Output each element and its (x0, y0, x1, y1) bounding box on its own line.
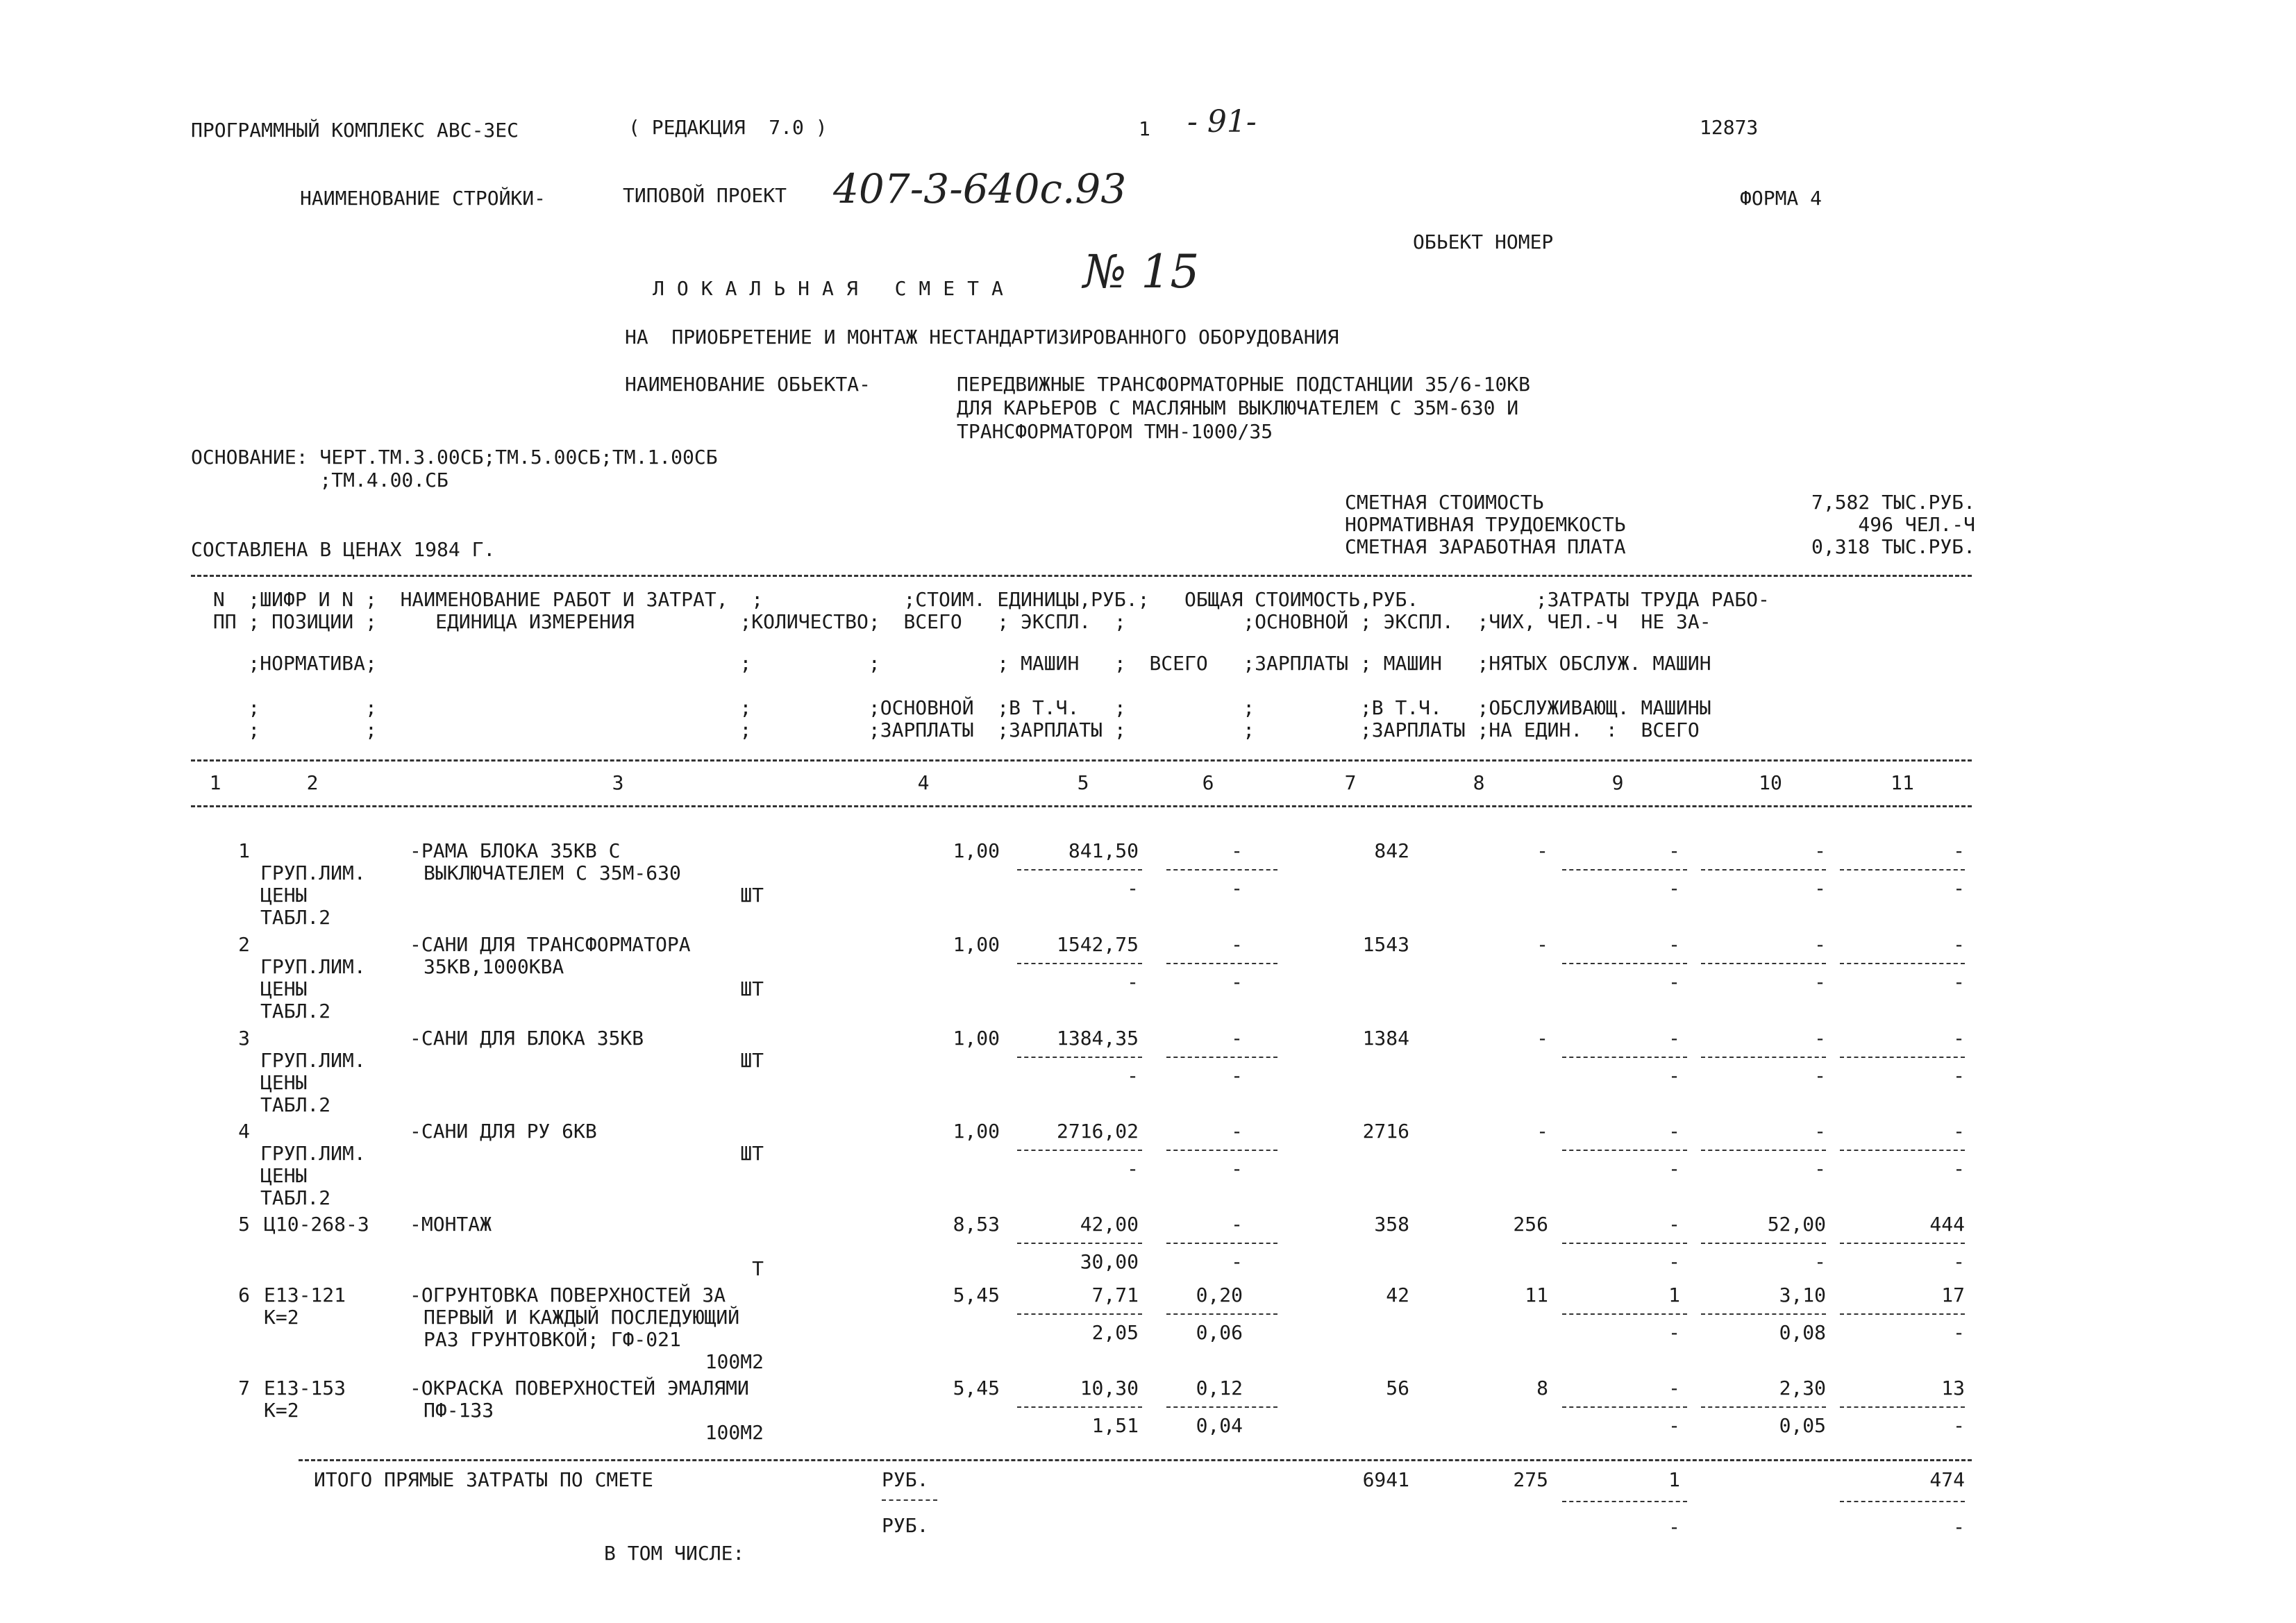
cell-separator-rule (1840, 869, 1965, 871)
row-name: РАЗ ГРУНТОВКОЙ; ГФ-021 (424, 1328, 681, 1351)
row-number: 5 (238, 1213, 250, 1236)
row-total-cost: 1384 (1362, 1027, 1409, 1050)
row-labor-unit: 52,00 (1767, 1213, 1826, 1236)
cell-separator-rule (1562, 1406, 1687, 1408)
cell-separator-rule (1840, 963, 1965, 964)
row-total-wage: - (1536, 839, 1548, 862)
row-unit-cost-machines-wage: - (1231, 1157, 1243, 1180)
totals-c9b: - (1668, 1515, 1680, 1538)
row-total-machines-wage: - (1668, 970, 1680, 993)
row-code: ГРУП.ЛИМ. (260, 1049, 366, 1072)
summary-value-wage: 0,318 ТЫС.РУБ. (1811, 535, 1975, 558)
page-number: 1 (1139, 117, 1150, 140)
header-line-4: ; ; ; ;ОСНОВНОЙ ;В Т.Ч. ; ; ;В Т.Ч. ;ОБСЛУЖИВАЮЩ. МАШИНЫ (201, 696, 1711, 719)
construction-value: ТИПОВОЙ ПРОЕКТ (623, 184, 787, 207)
row-labor-total-service: - (1953, 1064, 1965, 1087)
totals-c9-rule (1562, 1501, 1687, 1502)
row-name: -МОНТАЖ (410, 1213, 492, 1236)
totals-c11: 474 (1929, 1468, 1965, 1491)
row-code: ТАБЛ.2 (260, 906, 331, 929)
row-name: ПЕРВЫЙ И КАЖДЫЙ ПОСЛЕДУЮЩИЙ (424, 1306, 740, 1329)
row-unit-cost-wage: 1,51 (1091, 1414, 1139, 1437)
row-total-cost: 842 (1374, 839, 1409, 862)
row-total-cost: 358 (1374, 1213, 1409, 1236)
totals-c8: 275 (1513, 1468, 1548, 1491)
row-unit-cost-machines: 0,12 (1196, 1377, 1243, 1399)
summary-label-wage: СМЕТНАЯ ЗАРАБОТНАЯ ПЛАТА (1345, 535, 1626, 558)
row-labor-total: 13 (1941, 1377, 1965, 1399)
row-code: Е13-121 (264, 1284, 346, 1306)
row-total-machines: - (1668, 1377, 1680, 1399)
totals-c9: 1 (1668, 1468, 1680, 1491)
cell-separator-rule (1562, 1243, 1687, 1244)
row-total-machines: 1 (1668, 1284, 1680, 1306)
row-total-cost: 2716 (1362, 1120, 1409, 1143)
row-unit-cost-machines-wage: - (1231, 877, 1243, 900)
row-unit-cost-machines: 0,20 (1196, 1284, 1243, 1306)
project-number-handwritten: 407-3-640с.93 (833, 165, 1127, 212)
row-code: Е13-153 (264, 1377, 346, 1399)
totals-c11-rule (1840, 1501, 1965, 1502)
row-number: 7 (238, 1377, 250, 1399)
cell-separator-rule (1701, 1057, 1826, 1058)
row-code: ТАБЛ.2 (260, 1186, 331, 1209)
object-number-label: ОБЬЕКТ НОМЕР (1413, 230, 1554, 253)
row-number: 3 (238, 1027, 250, 1050)
row-labor-total: - (1953, 1120, 1965, 1143)
row-total-wage: 256 (1513, 1213, 1548, 1236)
row-name: -САНИ ДЛЯ БЛОКА 35КВ (410, 1027, 644, 1050)
summary-label-labor: НОРМАТИВНАЯ ТРУДОЕМКОСТЬ (1345, 513, 1626, 536)
row-number: 1 (238, 839, 250, 862)
row-total-cost: 42 (1386, 1284, 1409, 1306)
col-num-6: 6 (1202, 771, 1214, 794)
summary-value-labor: 496 ЧЕЛ.-Ч (1858, 513, 1975, 536)
row-total-wage: 8 (1536, 1377, 1548, 1399)
cell-separator-rule (1166, 1243, 1277, 1244)
row-name: ПФ-133 (424, 1399, 494, 1422)
estimate-subject: НА ПРИОБРЕТЕНИЕ И МОНТАЖ НЕСТАНДАРТИЗИРОВАННОГО ОБОРУДОВАНИЯ (625, 326, 1339, 348)
row-total-machines-wage: - (1668, 877, 1680, 900)
cell-separator-rule (1017, 1057, 1142, 1058)
cell-separator-rule (1701, 1313, 1826, 1315)
row-labor-total-service: - (1953, 1157, 1965, 1180)
cell-separator-rule (1017, 963, 1142, 964)
row-code: ТАБЛ.2 (260, 1093, 331, 1116)
row-total-cost: 56 (1386, 1377, 1409, 1399)
row-name: ВЫКЛЮЧАТЕЛЕМ С 35М-630 (424, 861, 681, 884)
row-name: -ОГРУНТОВКА ПОВЕРХНОСТЕЙ ЗА (410, 1284, 726, 1306)
form-number: ФОРМА 4 (1740, 187, 1822, 210)
basis-line-1: ОСНОВАНИЕ: ЧЕРТ.ТМ.3.00СБ;ТМ.5.00СБ;ТМ.1.00СБ (191, 446, 718, 469)
row-total-machines: - (1668, 1213, 1680, 1236)
row-unit-cost-machines-wage: - (1231, 970, 1243, 993)
row-quantity: 5,45 (953, 1284, 1000, 1306)
cell-separator-rule (1562, 1150, 1687, 1151)
table-top-rule (191, 575, 1972, 577)
prices-year: СОСТАВЛЕНА В ЦЕНАХ 1984 Г. (191, 538, 496, 561)
row-quantity: 8,53 (953, 1213, 1000, 1236)
row-code: К=2 (264, 1306, 299, 1329)
estimate-title: ЛОКАЛЬНАЯ СМЕТА (653, 277, 1016, 300)
row-total-wage: - (1536, 1027, 1548, 1050)
row-total-machines: - (1668, 839, 1680, 862)
cell-separator-rule (1562, 963, 1687, 964)
row-total-machines-wage: - (1668, 1250, 1680, 1273)
row-unit-cost-wage: 2,05 (1091, 1321, 1139, 1344)
row-labor-unit: - (1814, 839, 1826, 862)
row-unit-cost-wage: - (1127, 1064, 1139, 1087)
row-unit-cost-machines-wage: 0,04 (1196, 1414, 1243, 1437)
row-labor-unit: 2,30 (1779, 1377, 1826, 1399)
cell-separator-rule (1017, 869, 1142, 871)
row-name: 35КВ,1000КВА (424, 955, 564, 978)
summary-label-cost: СМЕТНАЯ СТОИМОСТЬ (1345, 491, 1544, 514)
object-line-2: ДЛЯ КАРЬЕРОВ С МАСЛЯНЫМ ВЫКЛЮЧАТЕЛЕМ С 35М-630 И (957, 396, 1519, 419)
row-total-machines: - (1668, 1027, 1680, 1050)
row-unit-cost-total: 1384,35 (1056, 1027, 1139, 1050)
row-unit-cost-wage: - (1127, 970, 1139, 993)
row-labor-total: 17 (1941, 1284, 1965, 1306)
row-unit-cost-machines-wage: - (1231, 1064, 1243, 1087)
row-labor-unit: - (1814, 1120, 1826, 1143)
row-quantity: 1,00 (953, 1027, 1000, 1050)
totals-including: В ТОМ ЧИСЛЕ: (604, 1542, 745, 1565)
row-unit-cost-machines: - (1231, 1120, 1243, 1143)
object-line-1: ПЕРЕДВИЖНЫЕ ТРАНСФОРМАТОРНЫЕ ПОДСТАНЦИИ 35/6-10КВ (957, 373, 1531, 396)
cell-separator-rule (1840, 1057, 1965, 1058)
row-unit-cost-machines: - (1231, 1027, 1243, 1050)
row-code: ЦЕНЫ (260, 977, 308, 1000)
row-total-wage: - (1536, 933, 1548, 956)
row-labor-total-service: - (1953, 970, 1965, 993)
row-total-wage: 11 (1525, 1284, 1548, 1306)
col-num-7: 7 (1344, 771, 1357, 794)
row-unit: 100М2 (705, 1421, 764, 1444)
row-labor-total-service: - (1953, 1414, 1965, 1437)
row-labor-unit-service: - (1814, 1064, 1826, 1087)
row-unit-cost-total: 10,30 (1080, 1377, 1139, 1399)
col-num-8: 8 (1473, 771, 1485, 794)
row-code: ГРУП.ЛИМ. (260, 1142, 366, 1165)
row-total-machines-wage: - (1668, 1321, 1680, 1344)
cell-separator-rule (1701, 869, 1826, 871)
totals-unit: РУБ. (882, 1468, 929, 1491)
row-labor-unit: - (1814, 1027, 1826, 1050)
row-labor-total: - (1953, 839, 1965, 862)
row-name: -РАМА БЛОКА 35КВ С (410, 839, 621, 862)
row-number: 6 (238, 1284, 250, 1306)
page-number-handwritten: - 91- (1187, 104, 1257, 140)
row-total-machines: - (1668, 933, 1680, 956)
row-labor-total: - (1953, 1027, 1965, 1050)
col-num-1: 1 (209, 771, 221, 794)
row-quantity: 5,45 (953, 1377, 1000, 1399)
row-quantity: 1,00 (953, 933, 1000, 956)
row-labor-total: 444 (1929, 1213, 1965, 1236)
header-line-2: ПП ; ПОЗИЦИИ ; ЕДИНИЦА ИЗМЕРЕНИЯ ;КОЛИЧЕСТВО; ВСЕГО ; ЭКСПЛ. ; ;ОСНОВНОЙ ; ЭКСПЛ. ;ЧИХ, ЧЕЛ.-Ч НЕ ЗА- (201, 610, 1711, 633)
row-unit-cost-wage: - (1127, 1157, 1139, 1180)
row-unit: Т (752, 1257, 764, 1280)
row-unit-cost-machines: - (1231, 839, 1243, 862)
estimate-number-handwritten: № 15 (1083, 245, 1200, 298)
row-code: ЦЕНЫ (260, 1071, 308, 1094)
col-num-5: 5 (1077, 771, 1089, 794)
cell-separator-rule (1701, 1243, 1826, 1244)
row-labor-total-service: - (1953, 1250, 1965, 1273)
row-unit-cost-total: 42,00 (1080, 1213, 1139, 1236)
totals-unit-rule (882, 1499, 937, 1501)
row-total-machines-wage: - (1668, 1064, 1680, 1087)
col-num-10: 10 (1759, 771, 1782, 794)
row-name: -ОКРАСКА ПОВЕРХНОСТЕЙ ЭМАЛЯМИ (410, 1377, 749, 1399)
row-total-wage: - (1536, 1120, 1548, 1143)
row-labor-total: - (1953, 933, 1965, 956)
row-unit-cost-machines: - (1231, 933, 1243, 956)
row-quantity: 1,00 (953, 1120, 1000, 1143)
construction-label: НАИМЕНОВАНИЕ СТРОЙКИ- (300, 187, 546, 210)
row-code: ТАБЛ.2 (260, 1000, 331, 1023)
header-line-3: ;НОРМАТИВА; ; ; ; МАШИН ; ВСЕГО ;ЗАРПЛАТЫ ; МАШИН ;НЯТЫХ ОБСЛУЖ. МАШИН (201, 652, 1711, 675)
row-unit: ШТ (740, 1049, 764, 1072)
cell-separator-rule (1701, 1406, 1826, 1408)
cell-separator-rule (1017, 1406, 1142, 1408)
row-labor-unit-service: 0,05 (1779, 1414, 1826, 1437)
row-code: ЦЕНЫ (260, 1164, 308, 1187)
cell-separator-rule (1166, 869, 1277, 871)
cell-separator-rule (1840, 1406, 1965, 1408)
cell-separator-rule (1840, 1150, 1965, 1151)
header-line-5: ; ; ; ;ЗАРПЛАТЫ ;ЗАРПЛАТЫ ; ; ;ЗАРПЛАТЫ ;НА ЕДИН. : ВСЕГО (201, 718, 1700, 741)
row-unit-cost-total: 1542,75 (1056, 933, 1139, 956)
row-total-machines: - (1668, 1120, 1680, 1143)
row-quantity: 1,00 (953, 839, 1000, 862)
row-total-machines-wage: - (1668, 1414, 1680, 1437)
header-line-1: N ;ШИФР И N ; НАИМЕНОВАНИЕ РАБОТ И ЗАТРАТ, ; ;СТОИМ. ЕДИНИЦЫ,РУБ.; ОБЩАЯ СТОИМОСТЬ,РУБ. ;ЗАТРАТЫ ТРУДА РАБО- (201, 588, 1770, 611)
row-code: ЦЕНЫ (260, 884, 308, 907)
row-unit-cost-total: 841,50 (1068, 839, 1139, 862)
document-code: 12873 (1700, 116, 1759, 139)
row-unit-cost-total: 7,71 (1091, 1284, 1139, 1306)
cell-separator-rule (1701, 1150, 1826, 1151)
row-number: 2 (238, 933, 250, 956)
basis-line-2: ;ТМ.4.00.СБ (191, 469, 449, 491)
row-labor-unit-service: - (1814, 1250, 1826, 1273)
col-num-3: 3 (612, 771, 624, 794)
program-name: ПРОГРАММНЫЙ КОМПЛЕКС АВС-3ЕС (191, 119, 519, 142)
row-labor-total-service: - (1953, 877, 1965, 900)
cell-separator-rule (1166, 963, 1277, 964)
cell-separator-rule (1701, 963, 1826, 964)
row-unit-cost-machines: - (1231, 1213, 1243, 1236)
row-unit: ШТ (740, 884, 764, 907)
row-labor-unit: - (1814, 933, 1826, 956)
cell-separator-rule (1840, 1313, 1965, 1315)
row-labor-total-service: - (1953, 1321, 1965, 1344)
row-unit: ШТ (740, 1142, 764, 1165)
row-unit-cost-wage: - (1127, 877, 1139, 900)
object-line-3: ТРАНСФОРМАТОРОМ ТМН-1000/35 (957, 420, 1273, 443)
row-number: 4 (238, 1120, 250, 1143)
totals-label: ИТОГО ПРЯМЫЕ ЗАТРАТЫ ПО СМЕТЕ (314, 1468, 653, 1491)
cell-separator-rule (1017, 1313, 1142, 1315)
col-num-11: 11 (1891, 771, 1914, 794)
column-numbers-rule (191, 805, 1972, 807)
row-name: -САНИ ДЛЯ ТРАНСФОРМАТОРА (410, 933, 691, 956)
row-code: Ц10-268-3 (264, 1213, 369, 1236)
row-unit-cost-machines-wage: 0,06 (1196, 1321, 1243, 1344)
summary-value-cost: 7,582 ТЫС.РУБ. (1811, 491, 1975, 514)
row-name: -САНИ ДЛЯ РУ 6КВ (410, 1120, 597, 1143)
col-num-9: 9 (1611, 771, 1624, 794)
totals-c7: 6941 (1362, 1468, 1409, 1491)
row-total-cost: 1543 (1362, 933, 1409, 956)
row-code: ГРУП.ЛИМ. (260, 861, 366, 884)
cell-separator-rule (1562, 1057, 1687, 1058)
row-unit: ШТ (740, 977, 764, 1000)
totals-rule (299, 1459, 1972, 1461)
cell-separator-rule (1562, 1313, 1687, 1315)
totals-unit-2: РУБ. (882, 1514, 929, 1537)
edition: ( РЕДАКЦИЯ 7.0 ) (628, 116, 828, 139)
cell-separator-rule (1166, 1057, 1277, 1058)
cell-separator-rule (1017, 1150, 1142, 1151)
totals-c11b: - (1953, 1515, 1965, 1538)
row-total-machines-wage: - (1668, 1157, 1680, 1180)
row-unit-cost-machines-wage: - (1231, 1250, 1243, 1273)
cell-separator-rule (1840, 1243, 1965, 1244)
row-unit-cost-total: 2716,02 (1056, 1120, 1139, 1143)
row-unit: 100М2 (705, 1350, 764, 1373)
row-labor-unit-service: - (1814, 1157, 1826, 1180)
cell-separator-rule (1166, 1406, 1277, 1408)
row-labor-unit-service: - (1814, 970, 1826, 993)
cell-separator-rule (1562, 869, 1687, 871)
header-bottom-rule (191, 759, 1972, 762)
row-labor-unit-service: 0,08 (1779, 1321, 1826, 1344)
cell-separator-rule (1166, 1313, 1277, 1315)
object-label: НАИМЕНОВАНИЕ ОБЬЕКТА- (625, 373, 871, 396)
cell-separator-rule (1017, 1243, 1142, 1244)
col-num-2: 2 (306, 771, 319, 794)
row-code: ГРУП.ЛИМ. (260, 955, 366, 978)
row-labor-unit-service: - (1814, 877, 1826, 900)
row-labor-unit: 3,10 (1779, 1284, 1826, 1306)
cell-separator-rule (1166, 1150, 1277, 1151)
row-code: К=2 (264, 1399, 299, 1422)
col-num-4: 4 (917, 771, 930, 794)
row-unit-cost-wage: 30,00 (1080, 1250, 1139, 1273)
